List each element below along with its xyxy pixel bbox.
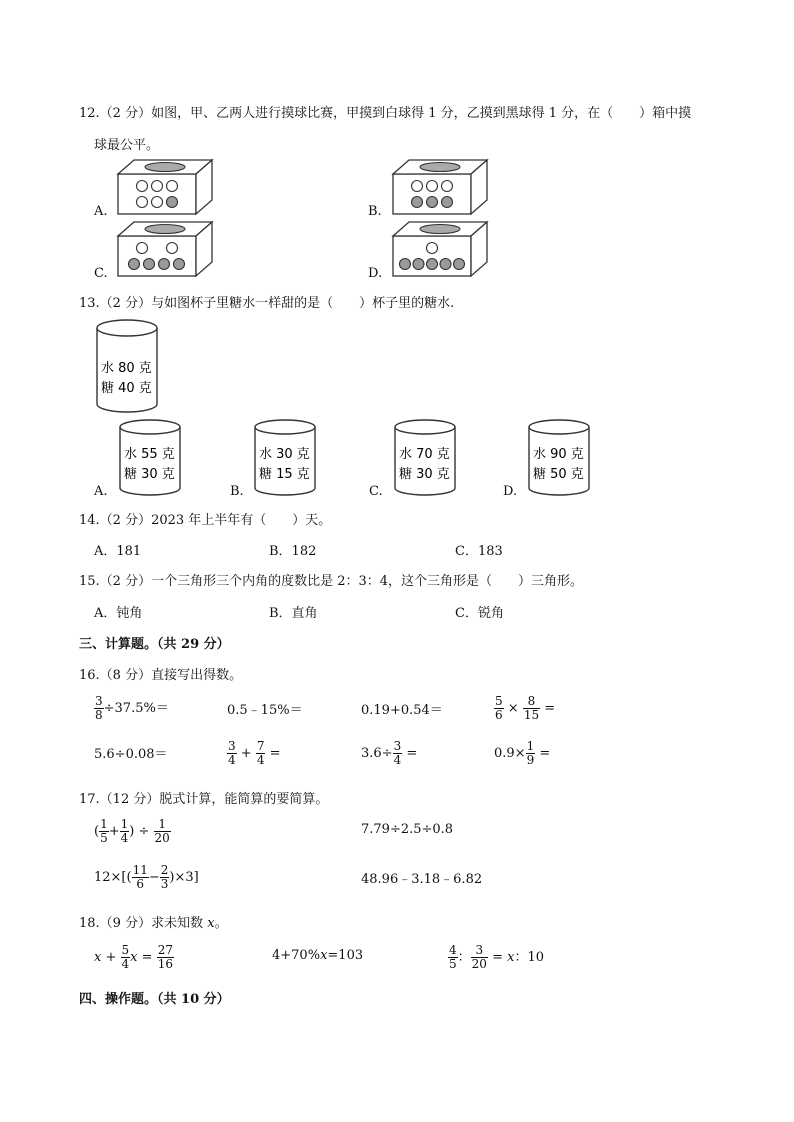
variable: x (507, 950, 515, 965)
q18-text (79, 912, 228, 931)
q12-option-b-label: B. (368, 204, 382, 219)
white-ball (137, 197, 148, 208)
q12-box-d (391, 220, 491, 278)
frac-num: 1 (526, 739, 535, 753)
white-ball (137, 181, 148, 192)
q12-box-c (116, 220, 216, 278)
frac-den: 5 (449, 957, 457, 971)
section-3-heading: 三、计算题。（共 29 分） (79, 637, 230, 652)
frac-den: 6 (136, 877, 145, 891)
expr-rest: ÷37.5%＝ (103, 701, 169, 716)
q12-option-a-label: A. (94, 204, 108, 219)
q16-expr-5: 5.6÷0.08＝ (94, 747, 168, 762)
q17-expr-1 (94, 818, 171, 845)
white-ball (427, 181, 438, 192)
white-ball (167, 181, 178, 192)
box-hole (145, 225, 185, 234)
frac-num: 3 (393, 739, 402, 753)
q14-option-c: C．183 (455, 544, 503, 559)
black-ball (440, 259, 451, 270)
equals: = (406, 746, 418, 761)
expr-right: =103 (327, 948, 364, 963)
q12-box-b (391, 158, 491, 216)
q12-box-a (116, 158, 216, 216)
q18-equation-1 (94, 944, 174, 971)
q13-cup-b-water: 水 30 克 (259, 447, 310, 462)
q16-expr-2: 0.5﹣15%＝ (227, 703, 303, 718)
q18-text-var: x (207, 916, 215, 931)
white-ball (442, 181, 453, 192)
frac-num: 7 (256, 739, 265, 753)
expr-left: 3.6÷ (361, 746, 393, 761)
equals: = (141, 950, 153, 965)
frac-den: 4 (121, 957, 130, 971)
expr-left: 0.9× (494, 746, 526, 761)
operator: + (240, 746, 252, 761)
expr-left: 4+70% (272, 948, 321, 963)
black-ball (167, 197, 178, 208)
q13-cup-b (252, 418, 318, 498)
q15-text: 15.（2 分）一个三角形三个内角的度数比是 2：3：4，这个三角形是（ ）三角形。 (79, 574, 584, 589)
black-ball (454, 259, 465, 270)
frac-den: 4 (228, 753, 236, 767)
equals: = (544, 701, 556, 716)
section-4-heading: 四、操作题。（共 10 分） (79, 992, 230, 1007)
frac-den: 16 (157, 957, 173, 971)
frac-den: 5 (100, 831, 108, 845)
q16-text: 16.（8 分）直接写出得数。 (79, 668, 243, 683)
equals: = (492, 950, 503, 965)
q13-cup-d-water: 水 90 克 (533, 447, 584, 462)
black-ball (413, 259, 424, 270)
white-ball (167, 243, 178, 254)
expr-right: )×3] (169, 870, 199, 885)
q13-cup-a (117, 418, 183, 498)
frac-den: 6 (495, 708, 503, 722)
q13-cup-c (392, 418, 458, 498)
expr-right: ：10 (514, 950, 545, 965)
expr-left: 12×[( (94, 870, 132, 885)
black-ball (400, 259, 411, 270)
q16-expr-3: 0.19+0.54＝ (361, 703, 443, 718)
equals: = (269, 746, 281, 761)
operator: ÷ (138, 824, 150, 839)
q15-option-b: B．直角 (269, 606, 318, 621)
frac-num: 3 (471, 944, 488, 958)
q13-cup-c-sugar: 糖 30 克 (399, 467, 450, 482)
box-hole (420, 163, 460, 172)
variable: x (94, 950, 102, 965)
frac-num: 1 (154, 818, 171, 832)
box-hole (145, 163, 185, 172)
q16-expr-4 (494, 695, 555, 722)
q14-option-a: A．181 (94, 544, 142, 559)
frac-den: 4 (256, 753, 265, 767)
frac-den: 8 (95, 708, 103, 722)
colon: ： (457, 950, 471, 965)
frac-num: 11 (132, 863, 148, 877)
box-hole (420, 225, 460, 234)
q14-option-b: B．182 (269, 544, 317, 559)
frac-den: 4 (120, 831, 129, 845)
frac-num: 4 (449, 943, 457, 957)
frac-num: 3 (95, 694, 103, 708)
frac-den: 20 (471, 957, 487, 971)
q16-expr-7 (361, 740, 417, 767)
frac-num: 3 (228, 739, 236, 753)
q13-cup-a-sugar: 糖 30 克 (124, 467, 175, 482)
frac-den: 20 (154, 831, 170, 845)
white-ball (412, 181, 423, 192)
operator: − (148, 870, 160, 885)
q15-option-c: C．锐角 (455, 606, 504, 621)
q13-option-c-label: C. (369, 484, 383, 499)
black-ball (412, 197, 423, 208)
q17-expr-3 (94, 864, 199, 891)
q13-cup-d (526, 418, 592, 498)
black-ball (427, 197, 438, 208)
q18-equation-2 (272, 948, 363, 963)
black-ball (144, 259, 155, 270)
frac-num: 27 (157, 943, 173, 957)
q17-expr-4: 48.96﹣3.18﹣6.82 (361, 872, 483, 887)
frac-den: 3 (160, 877, 169, 891)
operator: × (507, 701, 519, 716)
q18-text-post: 。 (214, 916, 228, 931)
frac-den: 9 (526, 753, 535, 767)
q14-text: 14.（2 分）2023 年上半年有（ ）天。 (79, 513, 332, 528)
variable: x (130, 950, 138, 965)
q13-option-a-label: A. (94, 484, 108, 499)
q16-expr-6 (227, 740, 281, 767)
q13-option-b-label: B. (230, 484, 244, 499)
frac-den: 4 (393, 753, 402, 767)
frac-num: 1 (120, 817, 129, 831)
q15-option-a: A．钝角 (94, 606, 143, 621)
q16-expr-1 (94, 695, 169, 722)
q18-equation-3 (448, 944, 544, 971)
variable: x (320, 948, 328, 963)
q13-option-d-label: D. (503, 484, 518, 499)
q13-cup-d-sugar: 糖 50 克 (533, 467, 584, 482)
q17-expr-2: 7.79÷2.5÷0.8 (361, 822, 454, 837)
q12-text-line2: 球最公平。 (94, 138, 160, 153)
equals: = (539, 746, 551, 761)
black-ball (129, 259, 140, 270)
frac-num: 5 (121, 943, 130, 957)
q16-expr-8 (494, 740, 550, 767)
black-ball (174, 259, 185, 270)
paren: ( (94, 824, 100, 839)
white-ball (152, 181, 163, 192)
box-front-face (118, 236, 196, 276)
frac-num: 2 (160, 863, 169, 877)
q13-cup-b-sugar: 糖 15 克 (259, 467, 310, 482)
q13-main-sugar: 糖 40 克 (101, 381, 152, 396)
q17-text: 17.（12 分）脱式计算，能简算的要简算。 (79, 792, 329, 807)
paren: ) (129, 824, 135, 839)
operator: + (108, 824, 120, 839)
frac-den: 15 (523, 708, 540, 722)
operator: + (105, 950, 117, 965)
q13-cup-a-water: 水 55 克 (124, 447, 175, 462)
q18-text-pre: 18.（9 分）求未知数 (79, 916, 208, 931)
frac-num: 5 (495, 694, 503, 708)
white-ball (137, 243, 148, 254)
black-ball (442, 197, 453, 208)
q12-option-c-label: C. (94, 266, 108, 281)
q13-text: 13.（2 分）与如图杯子里糖水一样甜的是（ ）杯子里的糖水. (79, 296, 455, 311)
black-ball (427, 259, 438, 270)
black-ball (159, 259, 170, 270)
white-ball (152, 197, 163, 208)
frac-num: 8 (523, 695, 540, 709)
white-ball (427, 243, 438, 254)
q13-main-cup (94, 318, 160, 416)
q13-main-water: 水 80 克 (101, 361, 152, 376)
q12-option-d-label: D. (368, 266, 383, 281)
q13-cup-c-water: 水 70 克 (399, 447, 450, 462)
frac-num: 1 (100, 817, 108, 831)
q12-text-line1: 12.（2 分）如图，甲、乙两人进行摸球比赛，甲摸到白球得 1 分，乙摸到黑球得 1 分，在（ ）箱中摸 (79, 106, 692, 121)
